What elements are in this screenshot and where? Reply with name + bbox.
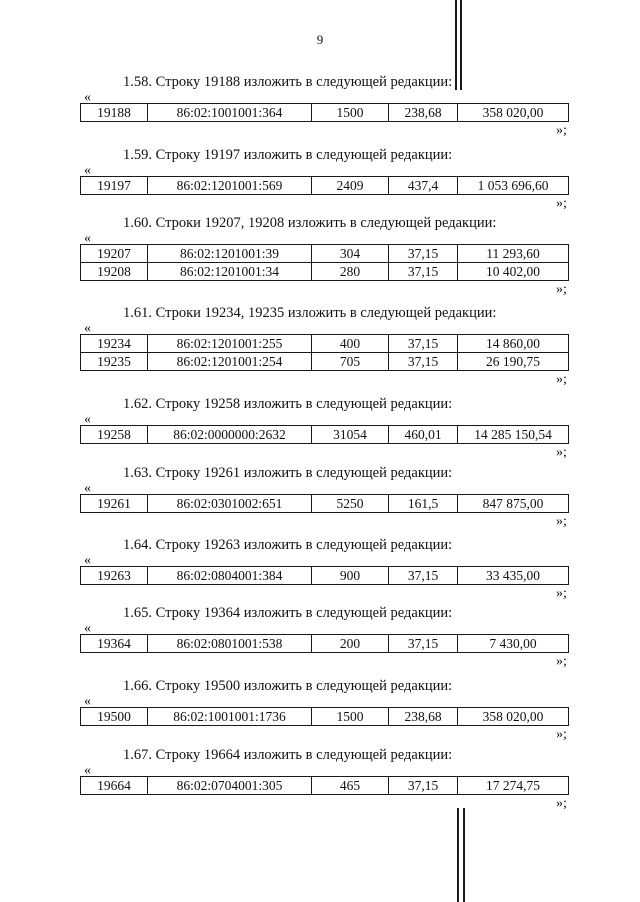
cadastral-number-cell: 86:02:1201001:39 [148,245,312,263]
amount-cell: 847 875,00 [458,495,569,513]
amendment-section [0,145,640,213]
row-number-cell: 19234 [81,335,148,353]
rate-cell: 37,15 [389,353,458,371]
close-quote: »; [556,282,567,297]
area-cell: 400 [312,335,389,353]
amount-cell: 14 285 150,54 [458,426,569,444]
amendment-section [0,303,640,389]
area-cell: 465 [312,777,389,795]
rate-cell: 161,5 [389,495,458,513]
amendment-table [80,425,569,444]
area-cell: 31054 [312,426,389,444]
close-quote: »; [556,196,567,211]
row-number-cell: 19188 [81,104,148,122]
amendment-section [0,676,640,744]
amendment-table [80,776,569,795]
cadastral-number-cell: 86:02:1201001:255 [148,335,312,353]
amendment-table [80,103,569,122]
close-quote: »; [556,514,567,529]
rate-cell: 37,15 [389,777,458,795]
rate-cell: 437,4 [389,177,458,195]
row-number-cell: 19207 [81,245,148,263]
amendment-heading: 1.59. Строку 19197 изложить в следующей редакции: [123,147,453,163]
amendment-heading: 1.63. Строку 19261 изложить в следующей редакции: [123,465,453,481]
row-number-cell: 19263 [81,567,148,585]
amendment-heading: 1.64. Строку 19263 изложить в следующей редакции: [123,537,453,553]
amount-cell: 14 860,00 [458,335,569,353]
rate-cell: 238,68 [389,104,458,122]
amendment-heading: 1.65. Строку 19364 изложить в следующей редакции: [123,605,453,621]
cadastral-number-cell: 86:02:0801001:538 [148,635,312,653]
table-row [81,104,569,122]
amount-cell: 358 020,00 [458,708,569,726]
amount-cell: 1 053 696,60 [458,177,569,195]
cadastral-number-cell: 86:02:1001001:364 [148,104,312,122]
table-row [81,263,569,281]
open-quote: « [84,481,91,496]
table-row [81,426,569,444]
amount-cell: 10 402,00 [458,263,569,281]
area-cell: 280 [312,263,389,281]
scan-line-bottom-left [457,808,459,902]
scan-line-bottom-right [463,808,465,902]
open-quote: « [84,231,91,246]
amendment-section [0,745,640,813]
amount-cell: 17 274,75 [458,777,569,795]
cadastral-number-cell: 86:02:0704001:305 [148,777,312,795]
row-number-cell: 19664 [81,777,148,795]
amendment-heading: 1.62. Строку 19258 изложить в следующей редакции: [123,396,453,412]
table-row [81,177,569,195]
rate-cell: 37,15 [389,635,458,653]
amount-cell: 7 430,00 [458,635,569,653]
close-quote: »; [556,372,567,387]
rate-cell: 37,15 [389,567,458,585]
close-quote: »; [556,586,567,601]
amendment-table [80,176,569,195]
open-quote: « [84,621,91,636]
amendment-section [0,535,640,603]
open-quote: « [84,163,91,178]
amendment-heading: 1.58. Строку 19188 изложить в следующей редакции: [123,74,453,90]
amendment-table [80,634,569,653]
amendment-section [0,463,640,531]
amendment-section [0,72,640,140]
table-row [81,335,569,353]
area-cell: 304 [312,245,389,263]
open-quote: « [84,321,91,336]
rate-cell: 37,15 [389,263,458,281]
row-number-cell: 19235 [81,353,148,371]
amendment-heading: 1.60. Строки 19207, 19208 изложить в следующей редакции: [123,215,497,231]
area-cell: 705 [312,353,389,371]
table-row [81,353,569,371]
area-cell: 200 [312,635,389,653]
open-quote: « [84,412,91,427]
rate-cell: 238,68 [389,708,458,726]
amendment-table [80,494,569,513]
cadastral-number-cell: 86:02:0301002:651 [148,495,312,513]
area-cell: 5250 [312,495,389,513]
table-row [81,495,569,513]
area-cell: 900 [312,567,389,585]
row-number-cell: 19364 [81,635,148,653]
row-number-cell: 19197 [81,177,148,195]
open-quote: « [84,763,91,778]
amount-cell: 11 293,60 [458,245,569,263]
amount-cell: 358 020,00 [458,104,569,122]
cadastral-number-cell: 86:02:1001001:1736 [148,708,312,726]
rate-cell: 37,15 [389,245,458,263]
amendment-table [80,707,569,726]
row-number-cell: 19208 [81,263,148,281]
table-row [81,245,569,263]
amendment-table [80,334,569,371]
amendment-table [80,244,569,281]
close-quote: »; [556,445,567,460]
cadastral-number-cell: 86:02:0804001:384 [148,567,312,585]
page-number: 9 [316,32,324,47]
rate-cell: 460,01 [389,426,458,444]
close-quote: »; [556,727,567,742]
amendment-heading: 1.66. Строку 19500 изложить в следующей редакции: [123,678,453,694]
rate-cell: 37,15 [389,335,458,353]
amendment-section [0,603,640,671]
table-row [81,635,569,653]
cadastral-number-cell: 86:02:0000000:2632 [148,426,312,444]
amendment-heading: 1.67. Строку 19664 изложить в следующей редакции: [123,747,453,763]
cadastral-number-cell: 86:02:1201001:34 [148,263,312,281]
cadastral-number-cell: 86:02:1201001:569 [148,177,312,195]
amount-cell: 26 190,75 [458,353,569,371]
open-quote: « [84,90,91,105]
close-quote: »; [556,654,567,669]
amendment-section [0,394,640,462]
amendment-heading: 1.61. Строки 19234, 19235 изложить в следующей редакции: [123,305,497,321]
row-number-cell: 19261 [81,495,148,513]
open-quote: « [84,553,91,568]
close-quote: »; [556,796,567,811]
area-cell: 1500 [312,708,389,726]
table-row [81,777,569,795]
open-quote: « [84,694,91,709]
amendment-table [80,566,569,585]
amendment-section [0,213,640,299]
table-row [81,567,569,585]
row-number-cell: 19500 [81,708,148,726]
table-row [81,708,569,726]
cadastral-number-cell: 86:02:1201001:254 [148,353,312,371]
area-cell: 2409 [312,177,389,195]
row-number-cell: 19258 [81,426,148,444]
area-cell: 1500 [312,104,389,122]
amount-cell: 33 435,00 [458,567,569,585]
close-quote: »; [556,123,567,138]
